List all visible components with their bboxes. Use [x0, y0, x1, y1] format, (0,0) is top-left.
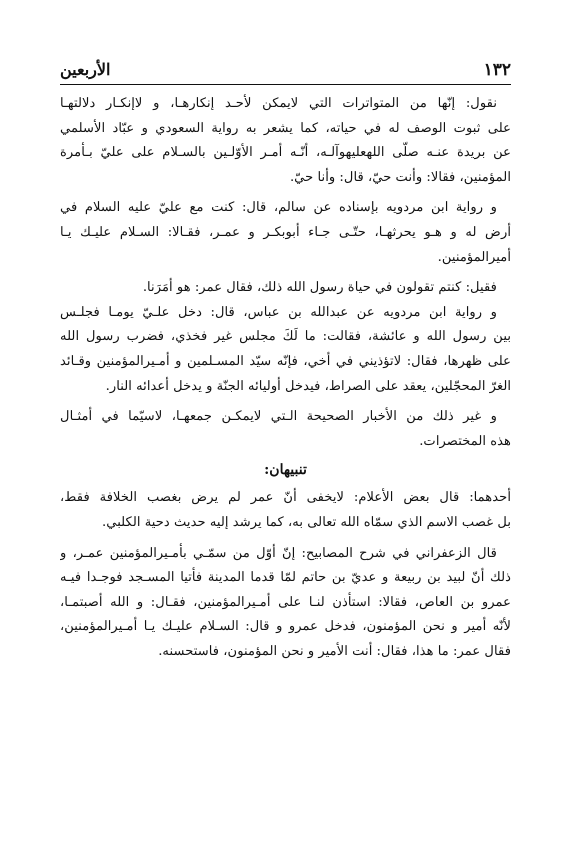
paragraph	[60, 405, 511, 454]
text-line: أميرالمؤمنين.	[437, 249, 511, 265]
running-title: الأربعين	[60, 60, 111, 79]
section-heading: تنبيهان:	[264, 462, 307, 479]
paragraph	[60, 92, 511, 190]
text-line: و غير ذلك من الأخبار الصحيحة الـتي لايمكـن جمعهـا، لاسيّما في أمثـال	[60, 409, 497, 425]
text-line: أحدهما: قال بعض الأعلام: لايخفى أنّ عمر لم يرض بغصب الخلافة فقط،	[60, 490, 511, 506]
text-line: أرض له و هـو يحرثهـا، حتّـى جـاء أبوبكـر و عمـر، فقـالا: السـلام عليـك يـا	[60, 224, 511, 240]
text-line: بل غصب الاسم الذي سمّاه الله تعالى به، كما يرشد إليه حديث دحية الكلبي.	[102, 514, 511, 530]
text-line: فقال عمر: ما هذا، فقال: أنت الأمير و نحن المؤمنون، فاستحسنه.	[158, 643, 511, 659]
text-line: هذه المختصرات.	[419, 433, 511, 449]
note-paragraph	[60, 486, 511, 535]
text-line: نقول: إنّها من المتواترات التي لايمكن لأحـد إنكارهـا، و لاإنكـار دلالتهـا	[60, 96, 497, 111]
text-line: الغرّ المحجّلين، يعقد على الصراط، فيدخل أوليائه الجنّة و يدخل أعدائه النار.	[105, 378, 511, 394]
page-number: ١٣٢	[483, 60, 511, 80]
text-line: و رواية ابن مردويه بإسناده عن سالم، قال: كنت مع عليّ عليه السلام في	[60, 200, 497, 216]
text-line: عن بريدة عنـه صلّى اللهعليهوآلـه، أنّـه أمـر الأوّلـين بالسـلام على عليّ بـأمرة	[60, 145, 511, 161]
header-rule	[60, 84, 511, 85]
text-line: المؤمنين، فقالا: وأنت حيّ، قال: وأنا حيّ.	[289, 169, 511, 185]
text-line: على ظهرها، فقال: لاتؤذيني في أخي، فإنّه سيّد المسـلمين و أمـيرالمؤمنين وقـائد	[60, 353, 511, 369]
page-header	[60, 58, 511, 84]
paragraph	[60, 276, 511, 301]
paragraph	[60, 301, 511, 399]
text-line: قال الزعفراني في شرح المصابيح: إنّ أوّل من سمّـي بأمـيرالمؤمنين عمـر، و	[60, 545, 497, 561]
text-line: عمرو بن العاص، فقالا: استأذن لنـا على أمـيرالمؤمنين، فقـال: و الله أصبتمـا،	[60, 594, 511, 610]
text-line: بين رسول الله و عائشة، فقالت: ما لَكَ مجلس غير فخذي، فضرب رسول الله	[60, 329, 511, 345]
text-line: و رواية ابن مردويه عن عبدالله بن عباس، قال: دخل علـيّ يومـا فجلـس	[60, 304, 497, 320]
text-line: على ثبوت الوصف له في حياته، كما يشعر به رواية السعودي و عبّاد الأسلمي	[60, 120, 511, 136]
paragraph	[60, 196, 511, 270]
text-line: ذلك أنّ لبيد بن ربيعة و عديّ بن حاتم لمّا قدما المدينة فأتيا المسـجد فوجـدا فيـه	[60, 570, 511, 586]
text-line: فقيل: كنتم تقولون في حياة رسول الله ذلك، فقال عمر: هو أمَرَنا.	[142, 280, 497, 296]
body-text	[60, 92, 511, 664]
text-line: لأنّه أمير و نحن المؤمنون، فدخل عمرو و قال: السـلام عليـك يـا أمـيرالمؤمنين،	[60, 619, 511, 635]
note-paragraph	[60, 542, 511, 665]
